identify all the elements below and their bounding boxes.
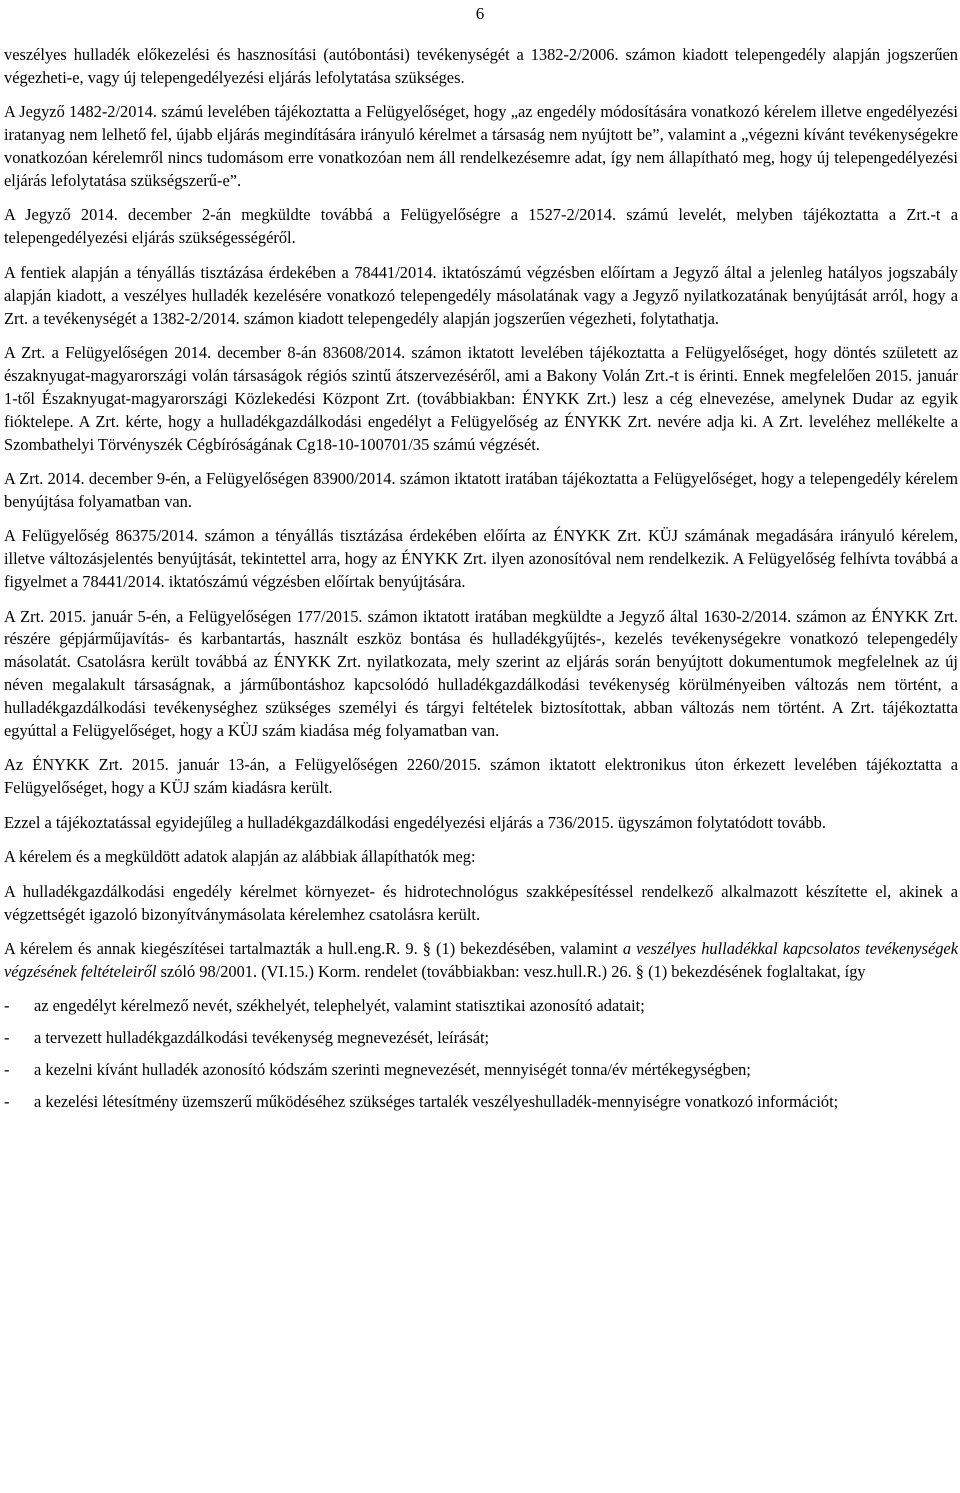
list-item <box>4 995 958 1018</box>
list-bullet: - <box>4 1060 10 1080</box>
paragraph: A hulladékgazdálkodási engedély kérelmet környezet- és hidrotechnológus szakképesítéssel rendelkező alkalmazott készítette el, akinek a végzettségét igazoló bizonyítványmásolata kérelemhez csatolásra került. <box>4 881 958 924</box>
list-bullet: - <box>4 1028 10 1048</box>
paragraph: Az ÉNYKK Zrt. 2015. január 13-án, a Felügyelőségen 2260/2015. számon iktatott elektronikus úton érkezett levelében tájékoztatta a Felügyelőséget, hogy a KÜJ szám kiadásra került. <box>4 755 958 798</box>
paragraph: A Felügyelőség 86375/2014. számon a tényállás tisztázása érdekében előírta az ÉNYKK Zrt. KÜJ számának megadására irányuló kérelem, illetve változásjelentés benyújtását, tekintettel arra, hogy az ÉNYKK Zrt. ilyen azonosítóval nem rendelkezik. A Felügyelőség felhívta továbbá a figyelmet a 78441/2014. iktatószámú végzésben előírtak benyújtására. <box>4 526 958 592</box>
regulation-title: a veszélyes hulladékkal kapcsolatos tevékenységek végzésének feltételeiről <box>4 938 958 981</box>
list-item <box>4 1059 958 1082</box>
paragraph: A Zrt. 2014. december 9-én, a Felügyelőségen 83900/2014. számon iktatott iratában tájékoztatta a Felügyelőséget, hogy a telepengedély kérelem benyújtása folyamatban van. <box>4 469 958 511</box>
legal-paragraph <box>4 938 958 984</box>
paragraph: A Zrt. a Felügyelőségen 2014. december 8-án 83608/2014. számon iktatott levelében tájékoztatta a Felügyelőséget, hogy döntés született az északnyugat-magyarországi volán társaságok régiós szintű átszervezéséről, ami a Bakony Volán Zrt.-t is érinti. Ennek megfelelően 2015. január 1-től Északnyugat-magyarországi Közlekedési Központ Zrt. (továbbiakban: ÉNYKK Zrt.) lesz a cég elnevezése, amelynek Dudar az egyik fióktelepe. A Zrt. kérte, hogy a hulladékgazdálkodási engedélyt a Felügyelőség az ÉNYKK Zrt. nevére adja ki. A Zrt. leveléhez mellékelte a Szombathelyi Törvényszék Cégbíróságának Cg18-10-100701/35 számú végzését. <box>4 342 958 454</box>
paragraph: veszélyes hulladék előkezelési és hasznosítási (autóbontási) tevékenységét a 1382-2/2006. számon kiadott telepengedély alapján jogszerűen végezheti-e, vagy új telepengedélyezési eljárás lefolytatása szükséges. <box>4 45 958 87</box>
legal-text-after: szóló 98/2001. (VI.15.) Korm. rendelet (továbbiakban: vesz.hull.R.) 26. § (1) bekezdésének foglaltakat, így <box>156 961 866 981</box>
paragraph: A fentiek alapján a tényállás tisztázása érdekében a 78441/2014. iktatószámú végzésben előírtam a Jegyző által a jelenleg hatályos jogszabály alapján kiadott, a veszélyes hulladék kezelésére vonatkozó telepengedély másolatának vagy a Jegyző nyilatkozatának benyújtását arról, hogy a Zrt. a tevékenységét a 1382-2/2014. számon kiadott telepengedély alapján jogszerűen végezheti, folytathatja. <box>4 262 958 328</box>
page-number: 6 <box>475 4 485 23</box>
list-item-text: az engedélyt kérelmező nevét, székhelyét, telephelyét, valamint statisztikai azonosító adatait; <box>34 996 645 1016</box>
list-bullet: - <box>4 1091 10 1111</box>
paragraph: A Zrt. 2015. január 5-én, a Felügyelőségen 177/2015. számon iktatott iratában megküldte a Jegyző által 1630-2/2014. számon az ÉNYKK Zrt. részére gépjárműjavítás- és karbantartás, használt eszköz bontása és hulladékgyűjtés-, kezelés tevékenységekre vonatkozó telepengedély másolatát. Csatolásra került továbbá az ÉNYKK Zrt. nyilatkozata, mely szerint az eljárás során benyújtott dokumentumok megfelelnek az új néven megalakult társaságnak, a járműbontáshoz kapcsolódó hulladékgazdálkodási tevékenység körülményeiben változás nem történt, a hulladékgazdálkodási tevékenységhez szükséges személyi és tárgyi feltételek biztosítottak, abban változás nem történt. A Zrt. tájékoztatta egyúttal a Felügyelőséget, hogy a KÜJ szám kiadása még folyamatban van. <box>4 606 958 741</box>
document-body <box>4 44 958 1123</box>
list-item-text: a kezelni kívánt hulladék azonosító kódszám szerinti megnevezését, mennyiségét tonna/év mértékegységben; <box>34 1060 751 1080</box>
legal-text-before: A kérelem és annak kiegészítései tartalmazták a hull.eng.R. 9. § (1) bekezdésében, valamint <box>4 938 623 958</box>
list-item <box>4 1027 958 1050</box>
list-bullet: - <box>4 996 10 1016</box>
list-item-text: a tervezett hulladékgazdálkodási tevékenység megnevezését, leírását; <box>34 1028 490 1048</box>
paragraph: Ezzel a tájékoztatással egyidejűleg a hulladékgazdálkodási engedélyezési eljárás a 736/2015. ügyszámon folytatódott tovább. <box>4 812 826 832</box>
list-item <box>4 1091 958 1114</box>
paragraph: A Jegyző 2014. december 2-án megküldte továbbá a Felügyelőségre a 1527-2/2014. számú levelét, melyben tájékoztatta a Zrt.-t a telepengedélyezési eljárás szükségességéről. <box>4 205 958 248</box>
paragraph: A Jegyző 1482-2/2014. számú levelében tájékoztatta a Felügyelőséget, hogy „az engedély módosítására vonatkozó kérelem illetve engedélyezési iratanyag nem lelhető fel, újabb eljárás megindítására irányuló kérelmet a társaság nem nyújtott be”, valamint a „végezni kívánt tevékenységekre vonatkozóan kérelemről nincs tudomásom erre vonatkozóan nem áll rendelkezésemre adat, így nem állapítható meg, hogy új telepengedélyezési eljárás lefolytatása szükségszerű-e”. <box>4 102 958 191</box>
list-item-text: a kezelési létesítmény üzemszerű működéséhez szükséges tartalék veszélyeshulladék-mennyiségre vonatkozó információt; <box>34 1091 839 1111</box>
requirements-list <box>4 995 958 1114</box>
paragraph: A kérelem és a megküldött adatok alapján az alábbiak állapíthatók meg: <box>4 847 476 867</box>
